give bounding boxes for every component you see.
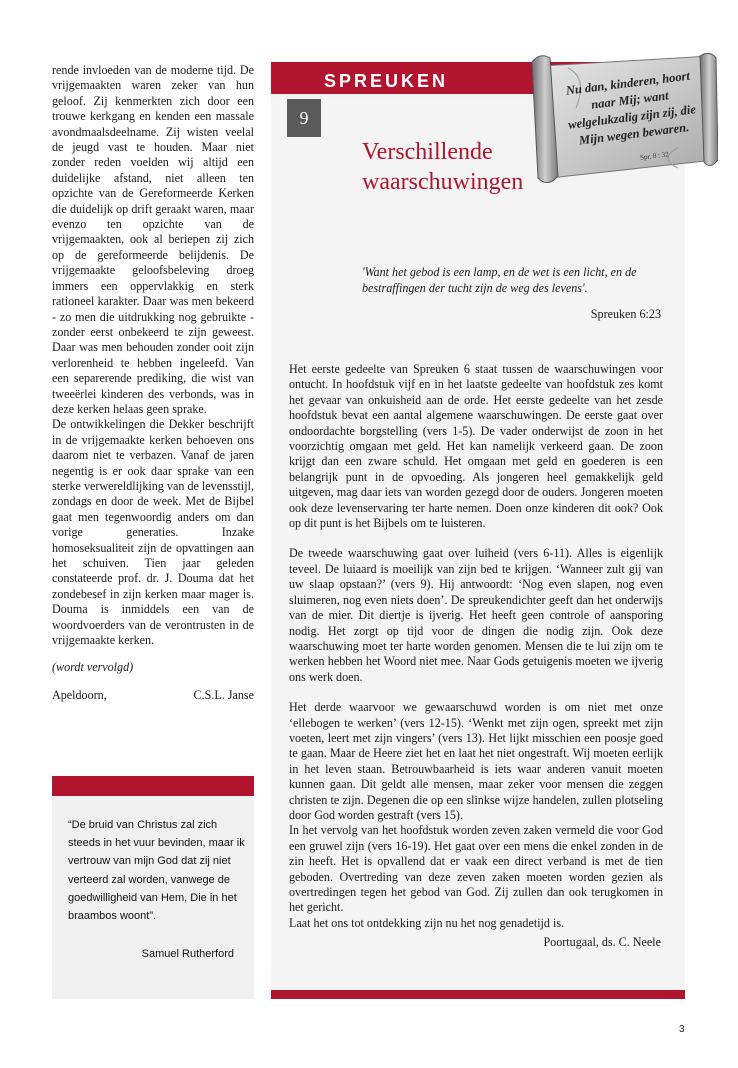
article-body [289,362,663,931]
quote-text: “De bruid van Christus zal zich steeds in het vuur bevinden, maar ik vertrouw van mijn God dat zij niet verteerd zal worden, vanwege de goedwilligheid van Hem, Die in het braambos woont”. [68,819,245,923]
left-paragraph: rende invloeden van de moderne tijd. De vrijgemaakten waren zeker van hun geloof. Zij kenmerkten zich door een trouwe kerkgang en kenden een massale avondmaalsdeelname. Zij wisten veelal de jeugd vast te houden. Maar niet zonder reden voelden wij altijd een duidelijke afstand, niet alleen ten opzichte van de Gereformeerde Kerken die duidelijk op drift geraakt waren, maar evenzo ten opzichte van de vrijgemaakten, ook al beriepen zij zich op de gereformeerde belijdenis. De vrijgemaakte geloofsbeleving droeg immers een oppervlakkig en sterk rationeel karakter. Daar was men bekeerd - zo men die uitdrukking nog gebruikte - zonder eerst onbekeerd te zijn geweest. Daar was men behouden zonder ooit zijn verlorenheid te hebben ingeleefd. Van een separerende prediking, die wist van tweeërlei kinderen des verbonds, was in deze kerken helaas geen sprake. [52,63,254,416]
to-be-continued: (wordt vervolgd) [52,660,134,675]
body-paragraph: Het derde waarvoor we gewaarschuwd worden is om niet met onze ‘ellebogen te werken’ (vers 12-15). ‘Wenkt met zijn ogen, spreekt met zijn voeten, leert met zijn vingers’ (vers 13). Het lijkt misschien een poosje goed te gaan. Maar de Heere ziet het en laat het niet ongestraft. Wij moeten eerlijk in het leven staan. Betrouwbaarheid is iets waar anderen vanuit moeten kunnen gaan. Dit geldt alle mensen, maar zeker voor mensen die zeggen christen te zijn. Degenen die op een slinkse wijze handelen, zullen plotseling door God worden gestraft (vers 15). [289,700,663,822]
page-number: 3 [679,1024,685,1035]
signature-place: Apeldoorn, [52,687,107,702]
body-paragraph: De tweede waarschuwing gaat over luiheid (vers 6-11). Alles is eigenlijk teveel. De luiaard is moeilijk van zijn bed te krijgen. ‘Wanneer zult gij van uw slaap opstaan?’ (vers 9). Hij antwoordt: ‘Nog even slapen, nog even sluimeren, nog even niets doen’. De spreukendichter geeft dan het onderwijs van de mier. Dit diertje is ijverig. Het heeft geen controle of aansporing nodig. Het zorgt op tijd voor de dingen die nodig zijn. Ook deze waarschuwing moet ter harte worden genomen. Mensen die te lui zijn om te werken hebben het Woord niet mee. Naar Gods getuigenis moeten we ijverig ons werk doen. [289,546,663,684]
signature-author: C.S.L. Janse [193,687,254,702]
body-paragraph: Laat het ons tot ontdekking zijn nu het nog genadetijd is. [289,915,565,930]
scroll-verse: Nu dan, kinderen, hoort naar Mij; want welgelukzalig zijn zij, die Mijn wegen bewaren. [565,68,697,148]
scroll-reference: Spr. 8 : 32 [639,150,670,162]
bible-reference: Spreuken 6:23 [590,307,661,321]
signature-line [52,688,254,703]
section-title: SPREUKEN [324,71,449,91]
body-paragraph: In het vervolg van het hoofdstuk worden zeven zaken vermeld die voor God een gruwel zijn (vers 16-19). Het gaat over een mens die enkel zonden in de zin heeft. Het is opvallend dat er vaak een direct verband is met de tien geboden. Overtreding van deze zeven zaken moeten worden gezien als overtredingen tegen het gebod van God. Zij zullen dan ook terugkomen in het gericht. [289,823,663,915]
panel-bottom-bar [271,990,685,999]
body-paragraph: Het eerste gedeelte van Spreuken 6 staat tussen de waarschuwingen voor ontucht. In hoofdstuk vijf en in het laatste gedeelte van hoofdstuk zes komt het gevaar van onkuisheid aan de orde. Het eerste gedeelte van het zesde hoofdstuk bevat een aantal algemene waarschuwingen. De eerste gaat over ondoordachte borgstelling (vers 1-5). De vader onderwijst de zoon in het voorzichtig omgaan met geld. Het kan namelijk verkeerd gaan. De zoon krijgt dan een zware schuld. Het omgaan met geld en goederen is een belangrijk punt in de opvoeding. Als jongeren heel gemakkelijk geld uitgeven, mag daar iets van worden gezegd door de ouders. Jongeren moeten ook deze levenservaring ter harte nemen. Doen onze kinderen dit ook? Ook op dit punt is het Bijbels om te luisteren. [289,362,663,531]
article-title: Verschillende waarschuwingen [362,139,524,195]
article-author: Poortugaal, ds. C. Neele [543,935,661,949]
quote-author: Samuel Rutherford [141,948,234,960]
left-column [52,63,254,703]
quote-box-accent-bar [52,776,254,796]
quote-box [52,776,254,999]
bible-quote: 'Want het gebod is een lamp, en de wet is een licht, en de bestraffingen der tucht zijn de weg des levens'. [362,265,637,295]
article-number-badge: 9 [287,99,321,137]
left-paragraph: De ontwikkelingen die Dekker beschrijft in de vrijgemaakte kerken behoeven ons daarom niet te verbazen. Vanaf de jaren negentig is er ook daar sprake van een sterke verwereldlijking van de levensstijl, zondags en door de week. Met de Bijbel gaat men tegenwoordig anders om dan vorige generaties. Inzake homoseksualiteit zijn de opvattingen aan het schuiven. Tien jaar geleden constateerde prof. dr. J. Douma dat het zondebesef in zijn kerken maar mager is. Douma is inmiddels een van de woordvoerders van de verontrusten in de vrijgemaakte kerken. [52,417,254,648]
